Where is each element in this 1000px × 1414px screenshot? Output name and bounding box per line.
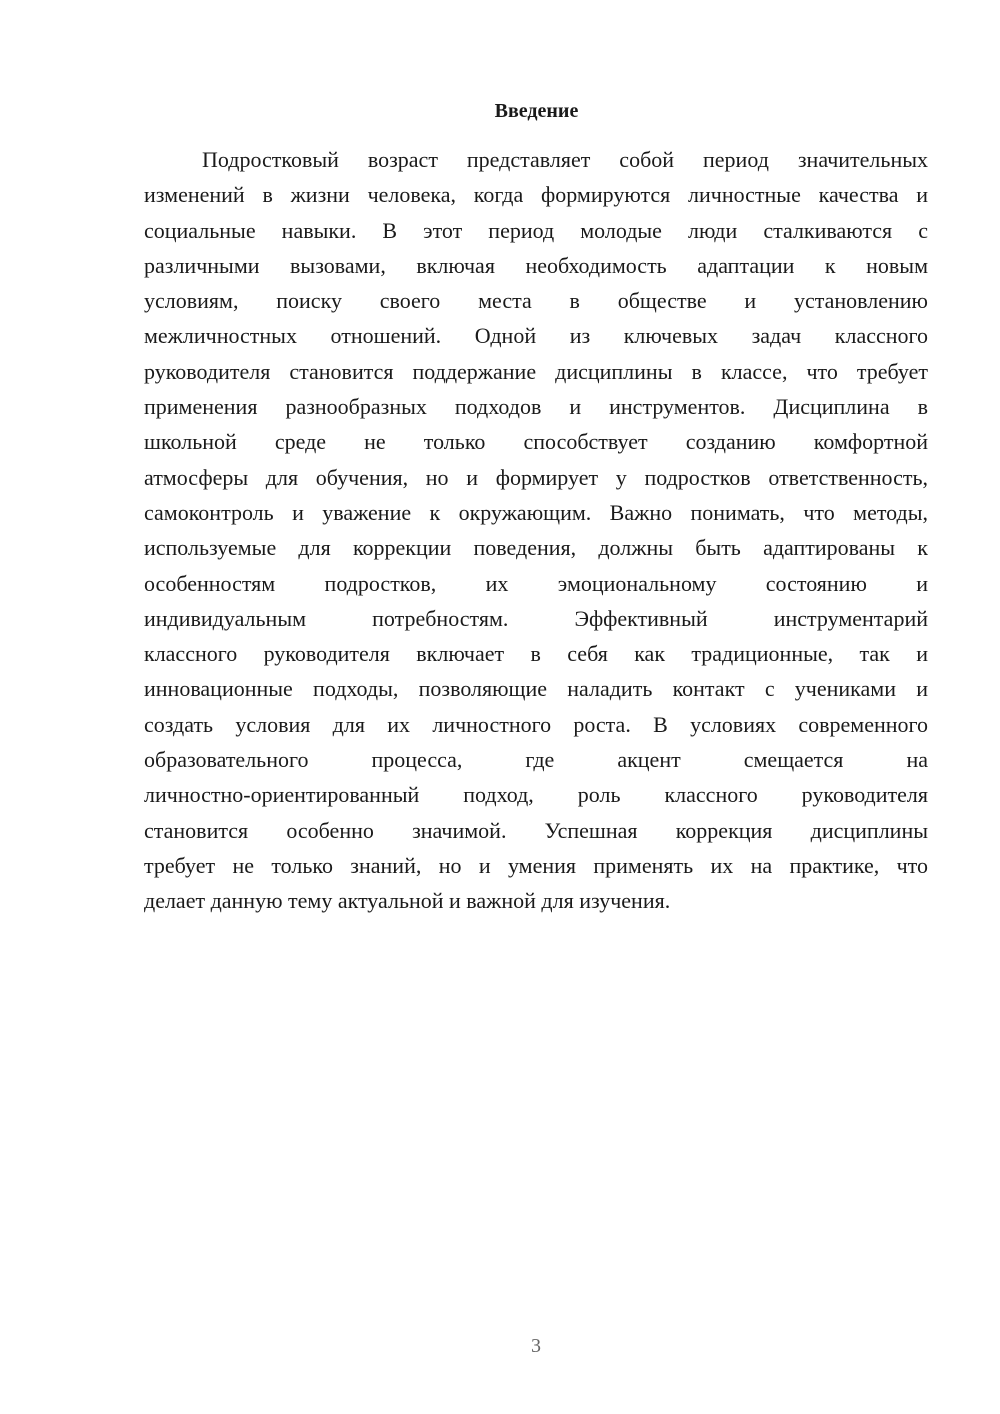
paragraph-line: используемые для коррекции поведения, должны быть адаптированы к — [144, 535, 928, 561]
paragraph-line: образовательного процесса, где акцент смещается на — [144, 747, 928, 773]
paragraph-line: изменений в жизни человека, когда формируются личностные качества и — [144, 182, 928, 208]
intro-paragraph — [144, 142, 928, 919]
paragraph-line: особенностям подростков, их эмоциональному состоянию и — [144, 570, 928, 596]
paragraph-line: индивидуальным потребностям. Эффективный инструментарий — [144, 605, 928, 631]
paragraph-line: руководителя становится поддержание дисциплины в классе, что требует — [144, 358, 928, 384]
paragraph-line: школьной среде не только способствует созданию комфортной — [144, 429, 928, 455]
paragraph-line: применения разнообразных подходов и инструментов. Дисциплина в — [144, 394, 928, 420]
paragraph-line: Подростковый возраст представляет собой период значительных — [202, 147, 928, 172]
paragraph-line: инновационные подходы, позволяющие наладить контакт с учениками и — [144, 676, 928, 702]
paragraph-line: социальные навыки. В этот период молодые люди сталкиваются с — [144, 217, 928, 243]
page-number: 3 — [531, 1335, 541, 1357]
paragraph-line: самоконтроль и уважение к окружающим. Важно понимать, что методы, — [144, 499, 928, 525]
paragraph-line: становится особенно значимой. Успешная коррекция дисциплины — [144, 817, 928, 843]
section-heading: Введение — [494, 100, 579, 122]
paragraph-line: условиям, поиску своего места в обществе и установлению — [144, 288, 928, 314]
paragraph-line: межличностных отношений. Одной из ключевых задач классного — [144, 323, 928, 349]
paragraph-line: личностно-ориентированный подход, роль классного руководителя — [144, 782, 928, 808]
paragraph-line: различными вызовами, включая необходимость адаптации к новым — [144, 252, 928, 278]
paragraph-line: классного руководителя включает в себя как традиционные, так и — [144, 641, 928, 667]
paragraph-line: требует не только знаний, но и умения применять их на практике, что — [144, 852, 928, 878]
paragraph-line: делает данную тему актуальной и важной для изучения. — [144, 888, 671, 914]
paragraph-line: атмосферы для обучения, но и формирует у подростков ответственность, — [144, 464, 928, 490]
paragraph-line: создать условия для их личностного роста. В условиях современного — [144, 711, 928, 737]
